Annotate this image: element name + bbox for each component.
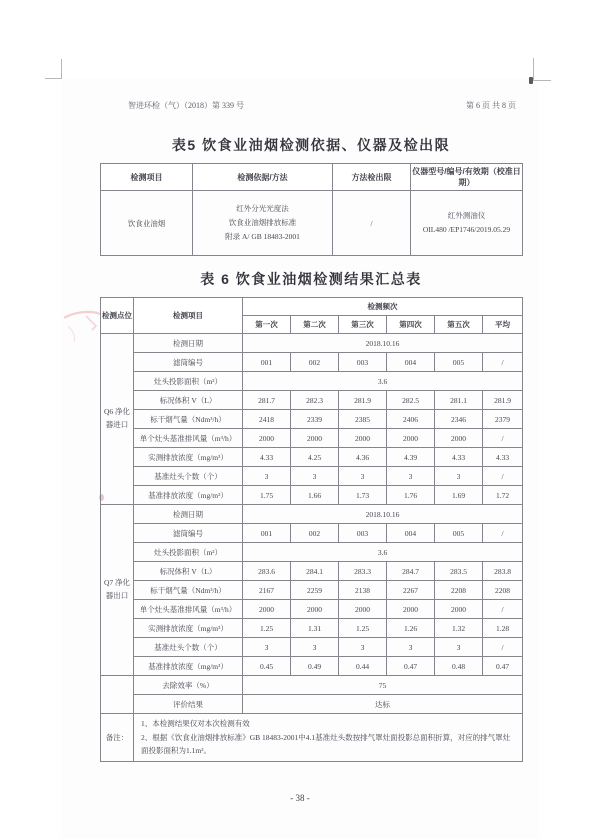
row-value: 2346 xyxy=(435,410,483,429)
row-label: 滤筒编号 xyxy=(134,524,243,543)
crop-mark-top-right xyxy=(533,58,534,80)
row-value: 3 xyxy=(291,467,339,486)
row-value: 1.66 xyxy=(291,486,339,505)
row-value: 002 xyxy=(291,524,339,543)
row-value: 2000 xyxy=(435,429,483,448)
row-value: 1.25 xyxy=(243,619,291,638)
row-value: 003 xyxy=(339,353,387,372)
row-value: 001 xyxy=(243,524,291,543)
row-value: 282.3 xyxy=(291,391,339,410)
col-header-run1: 第一次 xyxy=(243,316,291,334)
row-value: 3 xyxy=(339,638,387,657)
row-span-value: 2018.10.16 xyxy=(243,505,523,524)
row-value: 2418 xyxy=(243,410,291,429)
row-value: 003 xyxy=(339,524,387,543)
row-value: 2208 xyxy=(435,581,483,600)
row-value: 1.73 xyxy=(339,486,387,505)
row-value: 281.1 xyxy=(435,391,483,410)
row-value: 005 xyxy=(435,524,483,543)
row-span-value: 达标 xyxy=(243,695,523,714)
row-value: 3 xyxy=(435,638,483,657)
row-value: 3 xyxy=(243,467,291,486)
row-value: 3 xyxy=(387,638,435,657)
row-value: 3 xyxy=(291,638,339,657)
row-value: 001 xyxy=(243,353,291,372)
col-header-average: 平均 xyxy=(483,316,523,334)
document-header xyxy=(100,100,522,111)
row-span-value: 75 xyxy=(243,676,523,695)
row-value: 4.33 xyxy=(483,448,523,467)
scan-artifact-dot xyxy=(529,77,533,84)
row-label: 单个灶头基准排风量（m³/h） xyxy=(134,600,243,619)
row-span-value: 2018.10.16 xyxy=(243,334,523,353)
col-header-method: 检测依据/方法 xyxy=(193,164,333,191)
row-value: 1.28 xyxy=(483,619,523,638)
crop-mark-top-right xyxy=(533,80,551,81)
row-label: 滤筒编号 xyxy=(134,353,243,372)
instrument-line: 红外测油仪 xyxy=(447,210,486,220)
row-value: 283.6 xyxy=(243,562,291,581)
col-header-site: 检测点位 xyxy=(101,298,134,334)
row-label: 标干烟气量（Ndm³/h） xyxy=(134,410,243,429)
row-value: 283.8 xyxy=(483,562,523,581)
row-value: 4.25 xyxy=(291,448,339,467)
row-value: / xyxy=(483,600,523,619)
row-value: 1.69 xyxy=(435,486,483,505)
row-value: 2000 xyxy=(435,600,483,619)
row-value: 1.25 xyxy=(339,619,387,638)
report-number: 智进环检（气）（2018）第 339 号 xyxy=(128,101,244,110)
page-number: - 38 - xyxy=(290,793,310,803)
col-header-item: 检测项目 xyxy=(101,164,193,191)
row-value: / xyxy=(483,429,523,448)
row-label: 灶头投影面积（m²） xyxy=(134,543,243,562)
table6-row xyxy=(101,448,523,467)
table6-remark-row xyxy=(101,714,523,762)
table6-row xyxy=(101,524,523,543)
row-value: 1.31 xyxy=(291,619,339,638)
row-label: 标干烟气量（Ndm³/h） xyxy=(134,581,243,600)
table6-row xyxy=(101,600,523,619)
row-value: 1.72 xyxy=(483,486,523,505)
row-label: 标况体积 V（L） xyxy=(134,391,243,410)
row-value: 2000 xyxy=(387,600,435,619)
row-value: 004 xyxy=(387,353,435,372)
table6-row xyxy=(101,467,523,486)
instrument-line: OIL480 /EP1746/2019.05.29 xyxy=(422,225,511,234)
row-label: 基准排放浓度（mg/m³） xyxy=(134,657,243,676)
row-value: 2379 xyxy=(483,410,523,429)
row-value: 4.39 xyxy=(387,448,435,467)
row-value: / xyxy=(483,467,523,486)
col-header-run3: 第三次 xyxy=(339,316,387,334)
remark-text xyxy=(134,714,523,762)
page-indicator: 第 6 页 共 8 页 xyxy=(466,101,516,110)
row-value: 2000 xyxy=(243,429,291,448)
table6-summary-row xyxy=(101,676,523,695)
crop-mark-top-left xyxy=(61,59,62,78)
row-value: 1.75 xyxy=(243,486,291,505)
table6-row xyxy=(101,638,523,657)
table6-summary-row xyxy=(101,695,523,714)
row-value: 2385 xyxy=(339,410,387,429)
row-value: 3 xyxy=(339,467,387,486)
row-span-value: 3.6 xyxy=(243,543,523,562)
remark-line: 1、本检测结果仅对本次检测有效 xyxy=(141,719,250,728)
row-value: 1.26 xyxy=(387,619,435,638)
row-label: 基准灶头个数（个） xyxy=(134,638,243,657)
row-value: 004 xyxy=(387,524,435,543)
row-value: 283.5 xyxy=(435,562,483,581)
col-header-run2: 第二次 xyxy=(291,316,339,334)
row-value: 2406 xyxy=(387,410,435,429)
table6-header-row-1 xyxy=(101,298,523,316)
row-value: 0.47 xyxy=(387,657,435,676)
row-label: 去除效率（%） xyxy=(134,676,243,695)
row-value: 2000 xyxy=(339,429,387,448)
table6-results-summary xyxy=(100,297,523,762)
row-value: 283.3 xyxy=(339,562,387,581)
row-value: 005 xyxy=(435,353,483,372)
row-value: / xyxy=(483,353,523,372)
row-label: 检测日期 xyxy=(134,505,243,524)
crop-mark-top-left xyxy=(45,78,62,79)
row-value: 281.9 xyxy=(483,391,523,410)
row-value: 281.7 xyxy=(243,391,291,410)
row-label: 评价结果 xyxy=(134,695,243,714)
row-value: 2208 xyxy=(483,581,523,600)
site-label: Q7 净化器出口 xyxy=(101,505,134,676)
row-value: 0.45 xyxy=(243,657,291,676)
col-header-limit: 方法检出限 xyxy=(333,164,411,191)
table5-header-row xyxy=(101,164,523,191)
table6-row xyxy=(101,334,523,353)
table5-data-row xyxy=(101,191,523,256)
row-value: 0.48 xyxy=(435,657,483,676)
document-content xyxy=(100,100,522,762)
row-value: 2000 xyxy=(291,429,339,448)
row-value: / xyxy=(483,524,523,543)
table5-title: 表5 饮食业油烟检测依据、仪器及检出限 xyxy=(171,137,451,153)
row-value: 2000 xyxy=(291,600,339,619)
row-value: 0.44 xyxy=(339,657,387,676)
table5-detection-basis xyxy=(100,163,523,256)
cell-instrument xyxy=(411,191,523,256)
cell-method xyxy=(193,191,333,256)
col-header-frequency: 检测频次 xyxy=(243,298,523,316)
row-span-value: 3.6 xyxy=(243,372,523,391)
cell-detection-limit: / xyxy=(333,191,411,256)
method-line: 饮食业油烟排放标准 xyxy=(228,217,297,227)
table6-row xyxy=(101,505,523,524)
row-value: 0.49 xyxy=(291,657,339,676)
row-label: 实测排放浓度（mg/m³） xyxy=(134,619,243,638)
row-label: 基准灶头个数（个） xyxy=(134,467,243,486)
row-label: 标况体积 V（L） xyxy=(134,562,243,581)
table6-row xyxy=(101,619,523,638)
row-value: 002 xyxy=(291,353,339,372)
table6-row xyxy=(101,353,523,372)
row-value: 2259 xyxy=(291,581,339,600)
row-label: 基准排放浓度（mg/m³） xyxy=(134,486,243,505)
row-value: 4.33 xyxy=(243,448,291,467)
method-line: 附录 A/ GB 18483-2001 xyxy=(225,232,300,242)
row-value: 284.1 xyxy=(291,562,339,581)
row-value: 284.7 xyxy=(387,562,435,581)
table6-row xyxy=(101,543,523,562)
row-label: 检测日期 xyxy=(134,334,243,353)
row-value: 282.5 xyxy=(387,391,435,410)
remark-label: 备注： xyxy=(101,714,134,762)
col-header-run5: 第五次 xyxy=(435,316,483,334)
row-value: 281.9 xyxy=(339,391,387,410)
row-value: 2000 xyxy=(387,429,435,448)
table6-row xyxy=(101,391,523,410)
row-value: 2138 xyxy=(339,581,387,600)
cell-item: 饮食业油烟 xyxy=(101,191,193,256)
row-value: 1.76 xyxy=(387,486,435,505)
row-value: 3 xyxy=(243,638,291,657)
row-value: 4.33 xyxy=(435,448,483,467)
table6-title: 表 6 饮食业油烟检测结果汇总表 xyxy=(200,271,422,287)
table6-row xyxy=(101,486,523,505)
row-value: 2167 xyxy=(243,581,291,600)
table6-row xyxy=(101,372,523,391)
site-label: Q6 净化器进口 xyxy=(101,334,134,505)
row-value: 2000 xyxy=(243,600,291,619)
table6-row xyxy=(101,562,523,581)
col-header-run4: 第四次 xyxy=(387,316,435,334)
table6-row xyxy=(101,581,523,600)
remark-line: 2、根据《饮食业油烟排放标准》GB 18483-2001中4.1基准灶头数按排气罩灶面投影总面积折算，对应的排气罩灶面投影面积为1.1m²。 xyxy=(141,732,511,755)
col-header-instrument: 仪器型号/编号/有效期（校准日期） xyxy=(411,164,523,191)
table6-row xyxy=(101,410,523,429)
row-value: 3 xyxy=(435,467,483,486)
site-label-empty xyxy=(101,676,134,714)
row-value: 0.47 xyxy=(483,657,523,676)
row-value: 2267 xyxy=(387,581,435,600)
row-label: 单个灶头基准排风量（m³/h） xyxy=(134,429,243,448)
row-value: / xyxy=(483,638,523,657)
col-header-item: 检测项目 xyxy=(134,298,243,334)
row-value: 2339 xyxy=(291,410,339,429)
row-value: 4.36 xyxy=(339,448,387,467)
table6-row xyxy=(101,657,523,676)
row-value: 3 xyxy=(387,467,435,486)
method-line: 红外分光光度法 xyxy=(236,203,289,213)
row-value: 2000 xyxy=(339,600,387,619)
table6-row xyxy=(101,429,523,448)
row-label: 灶头投影面积（m²） xyxy=(134,372,243,391)
row-label: 实测排放浓度（mg/m³） xyxy=(134,448,243,467)
row-value: 1.32 xyxy=(435,619,483,638)
